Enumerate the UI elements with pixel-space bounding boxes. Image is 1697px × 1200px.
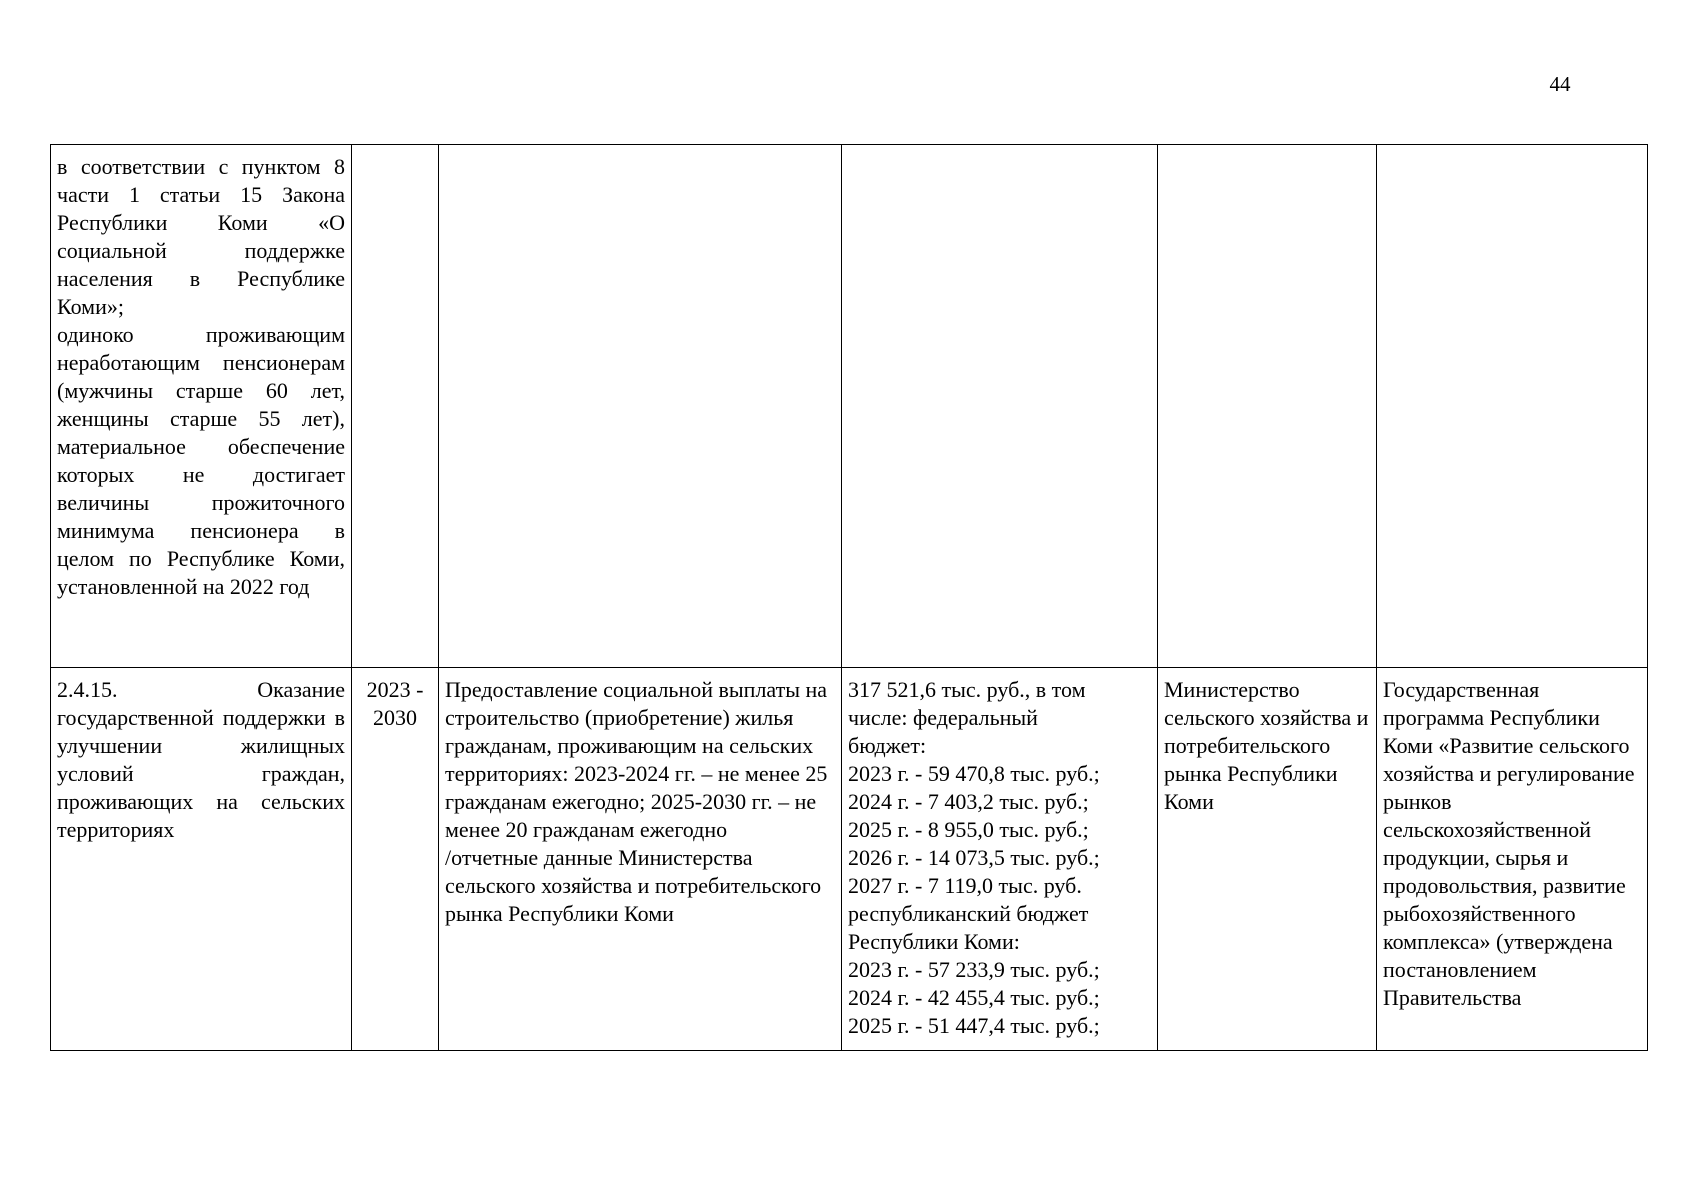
funding-line: бюджет: [848, 733, 927, 758]
funding-line: 2024 г. - 42 455,4 тыс. руб.; [848, 985, 1100, 1010]
cell-paragraph: /отчетные данные Министерства сельского хозяйства и потребительского рынка Республики Коми [445, 845, 822, 926]
funding-line: 2025 г. - 8 955,0 тыс. руб.; [848, 817, 1089, 842]
table-cell-funding [842, 145, 1158, 668]
table-cell-result [439, 668, 842, 1051]
table-cell-program [1377, 668, 1648, 1051]
page-number: 44 [1549, 72, 1571, 96]
cell-paragraph: 2.4.15. Оказание государственной поддержки в улучшении жилищных условий граждан, проживающих на сельских территориях [57, 677, 345, 842]
executor-text: Министерство сельского хозяйства и потребительского рынка Республики Коми [1164, 677, 1369, 814]
funding-line: 2026 г. - 14 073,5 тыс. руб.; [848, 845, 1100, 870]
table-cell-executor [1158, 145, 1377, 668]
funding-line: 2027 г. - 7 119,0 тыс. руб. [848, 873, 1082, 898]
table-cell-funding [842, 668, 1158, 1051]
table-cell-period [352, 668, 439, 1051]
table-cell-result [439, 145, 842, 668]
table-cell-program [1377, 145, 1648, 668]
funding-line: 2023 г. - 59 470,8 тыс. руб.; [848, 761, 1100, 786]
program-text: Государственная программа Республики Коми «Развитие сельского хозяйства и регулирование рынков сельскохозяйственной продукции, сырья и продовольствия, развитие рыбохозяйственного комплекса» (утверждена постановлением Правительства [1383, 677, 1635, 1010]
funding-line: 317 521,6 тыс. руб., в том [848, 677, 1086, 702]
funding-line: 2024 г. - 7 403,2 тыс. руб.; [848, 789, 1089, 814]
funding-line: Республики Коми: [848, 929, 1020, 954]
table-cell-description [51, 668, 352, 1051]
table-cell-period [352, 145, 439, 668]
period-text: 2023 - 2030 [366, 677, 424, 730]
cell-paragraph: Предоставление социальной выплаты на строительство (приобретение) жилья гражданам, проживающим на сельских территориях: 2023-2024 гг. – не менее 25 гражданам ежегодно; 2025-2030 гг. – не менее 20 гражданам ежегодно [445, 677, 828, 842]
table-row [51, 145, 1648, 668]
cell-paragraph: в соответствии с пунктом 8 части 1 статьи 15 Закона Республики Коми «О социальной поддержке населения в Республике Коми»; [57, 154, 345, 319]
measures-table [50, 144, 1648, 1051]
cell-paragraph: одиноко проживающим неработающим пенсионерам (мужчины старше 60 лет, женщины старше 55 лет), материальное обеспечение которых не достигает величины прожиточного минимума пенсионера в целом по Республике Коми, установленной на 2022 год [57, 322, 345, 599]
table-row [51, 668, 1648, 1051]
funding-line: 2025 г. - 51 447,4 тыс. руб.; [848, 1013, 1100, 1038]
table-cell-executor [1158, 668, 1377, 1051]
funding-line: 2023 г. - 57 233,9 тыс. руб.; [848, 957, 1100, 982]
funding-line: числе: федеральный [848, 705, 1038, 730]
funding-line: республиканский бюджет [848, 901, 1089, 926]
table-cell-description [51, 145, 352, 668]
